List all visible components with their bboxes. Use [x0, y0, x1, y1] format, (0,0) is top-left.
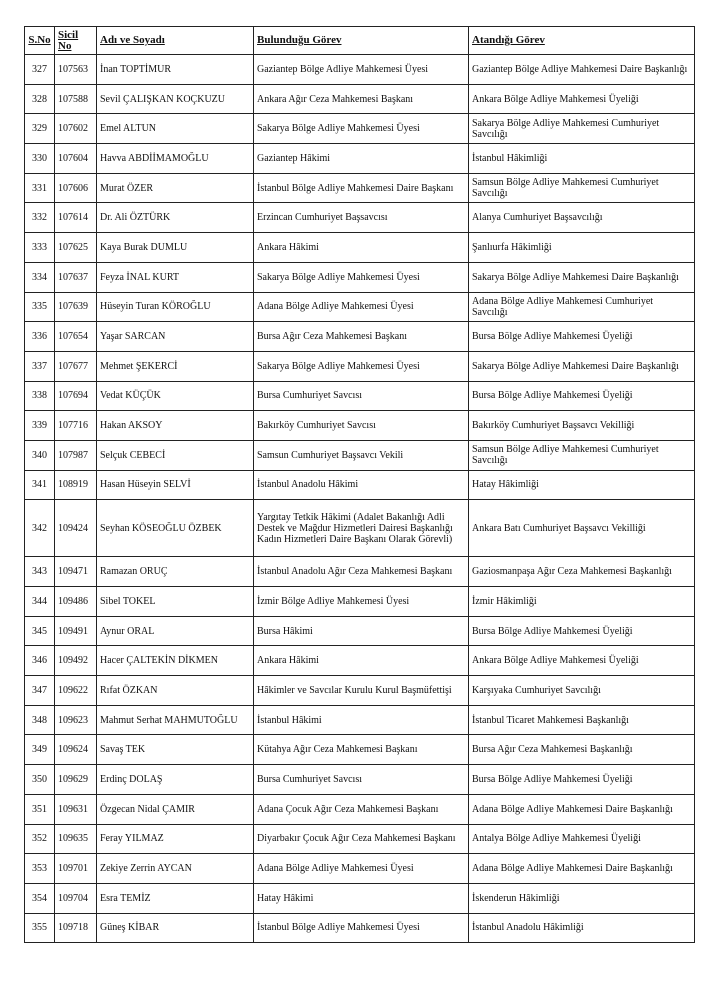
cell-name: Mehmet ŞEKERCİ	[97, 351, 254, 381]
cell-sicil: 109635	[55, 824, 97, 854]
cell-name: Hakan AKSOY	[97, 411, 254, 441]
cell-name: Özgecan Nidal ÇAMIR	[97, 794, 254, 824]
cell-assigned-position: Bursa Bölge Adliye Mahkemesi Üyeliği	[469, 765, 695, 795]
table-row	[25, 381, 695, 411]
cell-assigned-position: Bakırköy Cumhuriyet Başsavcı Vekilliği	[469, 411, 695, 441]
cell-name: Selçuk CEBECİ	[97, 440, 254, 470]
cell-sicil: 109471	[55, 557, 97, 587]
cell-sno: 328	[25, 84, 55, 114]
table-body	[25, 55, 695, 943]
cell-current-position: Hâkimler ve Savcılar Kurulu Kurul Başmüfettişi	[254, 676, 469, 706]
cell-current-position: Gaziantep Bölge Adliye Mahkemesi Üyesi	[254, 55, 469, 85]
cell-current-position: İstanbul Bölge Adliye Mahkemesi Üyesi	[254, 913, 469, 943]
cell-name: İnan TOPTİMUR	[97, 55, 254, 85]
cell-current-position: Bursa Ağır Ceza Mahkemesi Başkanı	[254, 322, 469, 352]
table-row	[25, 440, 695, 470]
table-row	[25, 765, 695, 795]
cell-sno: 335	[25, 292, 55, 322]
cell-current-position: Bursa Cumhuriyet Savcısı	[254, 765, 469, 795]
header-sno: S.No	[25, 27, 55, 55]
cell-current-position: Bursa Cumhuriyet Savcısı	[254, 381, 469, 411]
cell-sno: 351	[25, 794, 55, 824]
cell-current-position: Bursa Hâkimi	[254, 616, 469, 646]
cell-name: Güneş KİBAR	[97, 913, 254, 943]
cell-name: Yaşar SARCAN	[97, 322, 254, 352]
cell-sno: 339	[25, 411, 55, 441]
cell-name: Hasan Hüseyin SELVİ	[97, 470, 254, 500]
cell-sicil: 107625	[55, 233, 97, 263]
table-row	[25, 824, 695, 854]
cell-assigned-position: Adana Bölge Adliye Mahkemesi Cumhuriyet Savcılığı	[469, 292, 695, 322]
cell-name: Kaya Burak DUMLU	[97, 233, 254, 263]
cell-assigned-position: Bursa Bölge Adliye Mahkemesi Üyeliği	[469, 322, 695, 352]
cell-sicil: 109718	[55, 913, 97, 943]
table-row	[25, 173, 695, 203]
cell-current-position: Bakırköy Cumhuriyet Savcısı	[254, 411, 469, 441]
cell-sno: 349	[25, 735, 55, 765]
cell-name: Sevil ÇALIŞKAN KOÇKUZU	[97, 84, 254, 114]
cell-sno: 332	[25, 203, 55, 233]
cell-current-position: Sakarya Bölge Adliye Mahkemesi Üyesi	[254, 262, 469, 292]
cell-sno: 347	[25, 676, 55, 706]
cell-current-position: Ankara Hâkimi	[254, 646, 469, 676]
cell-sno: 348	[25, 705, 55, 735]
table-row	[25, 262, 695, 292]
cell-current-position: Kütahya Ağır Ceza Mahkemesi Başkanı	[254, 735, 469, 765]
cell-name: Hacer ÇALTEKİN DİKMEN	[97, 646, 254, 676]
table-row	[25, 292, 695, 322]
cell-sicil: 109701	[55, 854, 97, 884]
cell-name: Havva ABDİİMAMOĞLU	[97, 144, 254, 174]
cell-sicil: 109492	[55, 646, 97, 676]
cell-name: Erdinç DOLAŞ	[97, 765, 254, 795]
cell-name: Aynur ORAL	[97, 616, 254, 646]
cell-sicil: 107588	[55, 84, 97, 114]
cell-current-position: Ankara Hâkimi	[254, 233, 469, 263]
table-row	[25, 351, 695, 381]
cell-sno: 350	[25, 765, 55, 795]
cell-sno: 340	[25, 440, 55, 470]
cell-sno: 354	[25, 883, 55, 913]
table-row	[25, 735, 695, 765]
table-row	[25, 144, 695, 174]
header-from: Bulunduğu Görev	[254, 27, 469, 55]
cell-sicil: 107639	[55, 292, 97, 322]
cell-assigned-position: Sakarya Bölge Adliye Mahkemesi Cumhuriyet Savcılığı	[469, 114, 695, 144]
cell-sicil: 107637	[55, 262, 97, 292]
cell-current-position: Sakarya Bölge Adliye Mahkemesi Üyesi	[254, 351, 469, 381]
table-row	[25, 616, 695, 646]
cell-sno: 353	[25, 854, 55, 884]
cell-sicil: 109622	[55, 676, 97, 706]
cell-current-position: Ankara Ağır Ceza Mahkemesi Başkanı	[254, 84, 469, 114]
cell-sno: 329	[25, 114, 55, 144]
cell-name: Zekiye Zerrin AYCAN	[97, 854, 254, 884]
cell-name: Seyhan KÖSEOĞLU ÖZBEK	[97, 500, 254, 557]
cell-assigned-position: Adana Bölge Adliye Mahkemesi Daire Başkanlığı	[469, 854, 695, 884]
cell-assigned-position: Sakarya Bölge Adliye Mahkemesi Daire Başkanlığı	[469, 262, 695, 292]
table-row	[25, 854, 695, 884]
cell-sno: 336	[25, 322, 55, 352]
cell-sno: 345	[25, 616, 55, 646]
cell-current-position: Erzincan Cumhuriyet Başsavcısı	[254, 203, 469, 233]
cell-current-position: İstanbul Anadolu Hâkimi	[254, 470, 469, 500]
cell-name: Sibel TOKEL	[97, 587, 254, 617]
table-row	[25, 411, 695, 441]
cell-assigned-position: İstanbul Ticaret Mahkemesi Başkanlığı	[469, 705, 695, 735]
cell-sicil: 107563	[55, 55, 97, 85]
cell-current-position: İstanbul Bölge Adliye Mahkemesi Daire Başkanı	[254, 173, 469, 203]
cell-assigned-position: Şanlıurfa Hâkimliği	[469, 233, 695, 263]
cell-current-position: İstanbul Hâkimi	[254, 705, 469, 735]
cell-assigned-position: İstanbul Anadolu Hâkimliği	[469, 913, 695, 943]
cell-sicil: 107987	[55, 440, 97, 470]
cell-assigned-position: Ankara Batı Cumhuriyet Başsavcı Vekilliği	[469, 500, 695, 557]
cell-assigned-position: Bursa Bölge Adliye Mahkemesi Üyeliği	[469, 616, 695, 646]
cell-assigned-position: Hatay Hâkimliği	[469, 470, 695, 500]
header-to: Atandığı Görev	[469, 27, 695, 55]
cell-name: Murat ÖZER	[97, 173, 254, 203]
table-row	[25, 114, 695, 144]
table-row	[25, 203, 695, 233]
cell-assigned-position: İzmir Hâkimliği	[469, 587, 695, 617]
header-sicil: Sicil No	[55, 27, 97, 55]
cell-sicil: 108919	[55, 470, 97, 500]
cell-current-position: Yargıtay Tetkik Hâkimi (Adalet Bakanlığı Adli Destek ve Mağdur Hizmetleri Dairesi Başkanlığı Kadın Hizmetleri Daire Başkanı Olarak Görevli)	[254, 500, 469, 557]
cell-sicil: 107716	[55, 411, 97, 441]
cell-sno: 338	[25, 381, 55, 411]
cell-assigned-position: Bursa Ağır Ceza Mahkemesi Başkanlığı	[469, 735, 695, 765]
table-row	[25, 470, 695, 500]
cell-assigned-position: Antalya Bölge Adliye Mahkemesi Üyeliği	[469, 824, 695, 854]
cell-sicil: 109491	[55, 616, 97, 646]
cell-sno: 337	[25, 351, 55, 381]
cell-sno: 327	[25, 55, 55, 85]
cell-sicil: 107654	[55, 322, 97, 352]
cell-current-position: Adana Bölge Adliye Mahkemesi Üyesi	[254, 854, 469, 884]
cell-assigned-position: Samsun Bölge Adliye Mahkemesi Cumhuriyet Savcılığı	[469, 440, 695, 470]
cell-name: Emel ALTUN	[97, 114, 254, 144]
table-row	[25, 794, 695, 824]
cell-sicil: 109629	[55, 765, 97, 795]
cell-name: Hüseyin Turan KÖROĞLU	[97, 292, 254, 322]
cell-sno: 334	[25, 262, 55, 292]
cell-sicil: 107606	[55, 173, 97, 203]
cell-sicil: 109631	[55, 794, 97, 824]
cell-name: Ramazan ORUÇ	[97, 557, 254, 587]
cell-assigned-position: İskenderun Hâkimliği	[469, 883, 695, 913]
cell-current-position: Adana Bölge Adliye Mahkemesi Üyesi	[254, 292, 469, 322]
cell-sicil: 107614	[55, 203, 97, 233]
header-row	[25, 27, 695, 55]
cell-sno: 346	[25, 646, 55, 676]
cell-assigned-position: Gaziosmanpaşa Ağır Ceza Mahkemesi Başkanlığı	[469, 557, 695, 587]
cell-name: Feray YILMAZ	[97, 824, 254, 854]
cell-sno: 331	[25, 173, 55, 203]
table-row	[25, 322, 695, 352]
cell-assigned-position: Karşıyaka Cumhuriyet Savcılığı	[469, 676, 695, 706]
table-row	[25, 676, 695, 706]
cell-assigned-position: Ankara Bölge Adliye Mahkemesi Üyeliği	[469, 646, 695, 676]
table-row	[25, 84, 695, 114]
cell-current-position: Diyarbakır Çocuk Ağır Ceza Mahkemesi Başkanı	[254, 824, 469, 854]
cell-sicil: 109486	[55, 587, 97, 617]
cell-assigned-position: Samsun Bölge Adliye Mahkemesi Cumhuriyet Savcılığı	[469, 173, 695, 203]
cell-sno: 341	[25, 470, 55, 500]
cell-sno: 342	[25, 500, 55, 557]
cell-sicil: 107604	[55, 144, 97, 174]
cell-sno: 352	[25, 824, 55, 854]
cell-name: Dr. Ali ÖZTÜRK	[97, 203, 254, 233]
cell-sno: 333	[25, 233, 55, 263]
cell-sicil: 107602	[55, 114, 97, 144]
cell-sno: 344	[25, 587, 55, 617]
cell-sicil: 109704	[55, 883, 97, 913]
cell-sicil: 109424	[55, 500, 97, 557]
document-page	[24, 26, 694, 943]
cell-sicil: 109623	[55, 705, 97, 735]
cell-sicil: 109624	[55, 735, 97, 765]
cell-sicil: 107694	[55, 381, 97, 411]
cell-current-position: Gaziantep Hâkimi	[254, 144, 469, 174]
cell-assigned-position: Ankara Bölge Adliye Mahkemesi Üyeliği	[469, 84, 695, 114]
cell-current-position: Adana Çocuk Ağır Ceza Mahkemesi Başkanı	[254, 794, 469, 824]
table-row	[25, 646, 695, 676]
table-row	[25, 233, 695, 263]
table-row	[25, 883, 695, 913]
cell-name: Mahmut Serhat MAHMUTOĞLU	[97, 705, 254, 735]
table-row	[25, 705, 695, 735]
table-row	[25, 55, 695, 85]
cell-assigned-position: Gaziantep Bölge Adliye Mahkemesi Daire Başkanlığı	[469, 55, 695, 85]
table-row	[25, 587, 695, 617]
cell-current-position: Samsun Cumhuriyet Başsavcı Vekili	[254, 440, 469, 470]
cell-assigned-position: İstanbul Hâkimliği	[469, 144, 695, 174]
header-name: Adı ve Soyadı	[97, 27, 254, 55]
cell-sicil: 107677	[55, 351, 97, 381]
cell-current-position: İstanbul Anadolu Ağır Ceza Mahkemesi Başkanı	[254, 557, 469, 587]
cell-assigned-position: Alanya Cumhuriyet Başsavcılığı	[469, 203, 695, 233]
table-row	[25, 557, 695, 587]
cell-sno: 330	[25, 144, 55, 174]
cell-sno: 343	[25, 557, 55, 587]
table-row	[25, 913, 695, 943]
cell-name: Savaş TEK	[97, 735, 254, 765]
cell-assigned-position: Sakarya Bölge Adliye Mahkemesi Daire Başkanlığı	[469, 351, 695, 381]
cell-current-position: Sakarya Bölge Adliye Mahkemesi Üyesi	[254, 114, 469, 144]
cell-assigned-position: Bursa Bölge Adliye Mahkemesi Üyeliği	[469, 381, 695, 411]
cell-name: Rıfat ÖZKAN	[97, 676, 254, 706]
cell-name: Vedat KÜÇÜK	[97, 381, 254, 411]
appointments-table	[24, 26, 695, 943]
cell-name: Esra TEMİZ	[97, 883, 254, 913]
cell-sno: 355	[25, 913, 55, 943]
cell-assigned-position: Adana Bölge Adliye Mahkemesi Daire Başkanlığı	[469, 794, 695, 824]
table-row	[25, 500, 695, 557]
cell-current-position: İzmir Bölge Adliye Mahkemesi Üyesi	[254, 587, 469, 617]
table-header	[25, 27, 695, 55]
cell-name: Feyza İNAL KURT	[97, 262, 254, 292]
cell-current-position: Hatay Hâkimi	[254, 883, 469, 913]
